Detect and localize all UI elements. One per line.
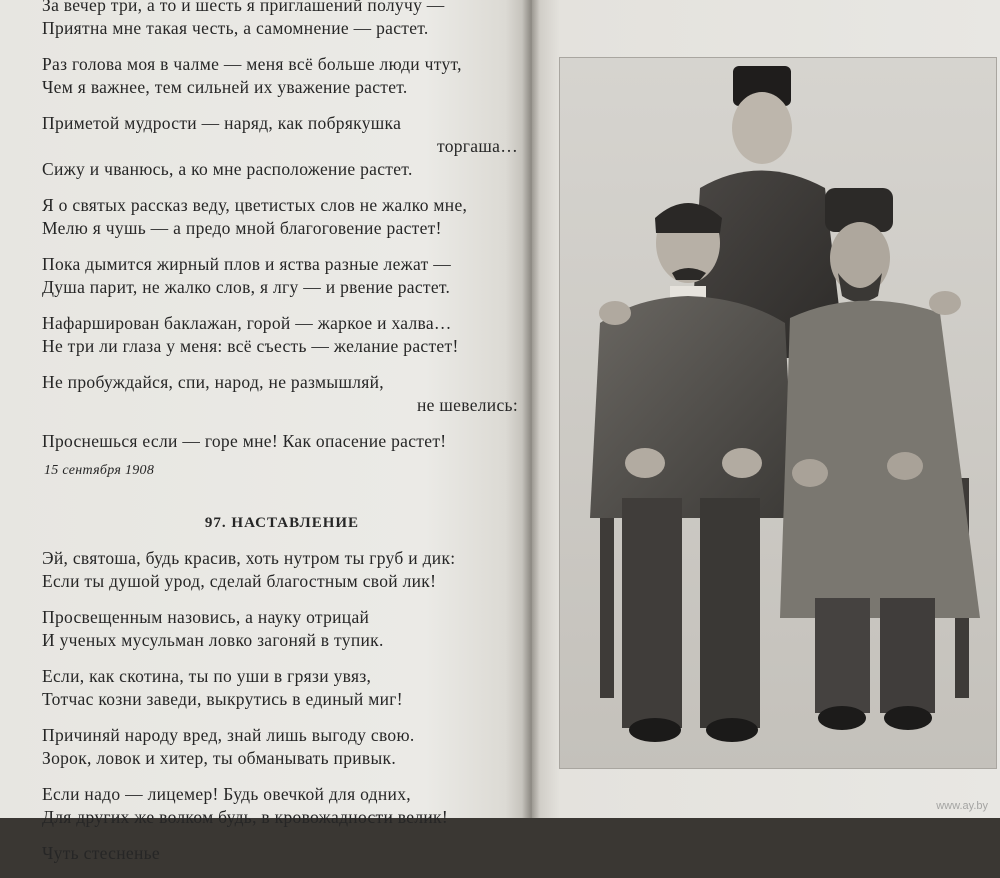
poem1-stanza-7 <box>42 371 522 417</box>
poem2-stanza-6 <box>42 842 522 865</box>
poem-line: Мелю я чушь — а предо мной благоговение растет! <box>42 218 442 238</box>
poem1-stanza-8 <box>42 430 522 453</box>
poem1-stanza-6 <box>42 312 522 358</box>
poem2-stanza-5 <box>42 783 522 829</box>
poem-line: Приметой мудрости — наряд, как побрякушка <box>42 113 402 133</box>
poem-line: Не пробуждайся, спи, народ, не размышляй, <box>42 372 384 392</box>
poem-line: Душа парит, не жалко слов, я лгу — и рвение растет. <box>42 277 451 297</box>
poem-title: 97. НАСТАВЛЕНИЕ <box>204 515 360 531</box>
portrait-photo <box>560 58 996 768</box>
poem1-stanza-3 <box>42 112 522 181</box>
poem-line: Если, как скотина, ты по уши в грязи увяз, <box>42 666 372 686</box>
text-column <box>42 0 522 878</box>
three-men-portrait-image <box>560 58 996 768</box>
poem1-stanza-5 <box>42 253 522 299</box>
poem-line: Если ты душой урод, сделай благостным свой лик! <box>42 571 437 591</box>
poem-line: Проснешься если — горе мне! Как опасение растет! <box>42 431 447 451</box>
poem-line: Причиняй народу вред, знай лишь выгоду свою. <box>42 725 415 745</box>
poem-line: Просвещенным назовись, а науку отрицай <box>42 607 370 627</box>
poem-line: Не три ли глаза у меня: всё съесть — желание растет! <box>42 336 459 356</box>
poem2-stanza-4 <box>42 724 522 770</box>
poem1-stanza-1 <box>42 0 522 40</box>
poem-line: Эй, святоша, будь красив, хоть нутром ты груб и дик: <box>42 548 456 568</box>
poem-line: Зорок, ловок и хитер, ты обманывать привык. <box>42 748 397 768</box>
poem-line: За вечер три, а то и шесть я приглашений получу — <box>42 0 445 15</box>
poem-line: Пока дымится жирный плов и яства разные лежат — <box>42 254 452 274</box>
poem-line: Приятна мне такая честь, а самомнение — растет. <box>42 18 429 38</box>
poem-line: Сижу и чванюсь, а ко мне расположение растет. <box>42 159 413 179</box>
poem-line: Я о святых рассказ веду, цветистых слов не жалко мне, <box>42 195 468 215</box>
poem-line: Нафарширован баклажан, горой — жаркое и халва… <box>42 313 452 333</box>
poem2-stanza-3 <box>42 665 522 711</box>
poem2-stanza-1 <box>42 547 522 593</box>
poem-line: Чуть стесненье <box>42 843 160 863</box>
poem-line: Если надо — лицемер! Будь овечкой для одних, <box>42 784 411 804</box>
poem-line: торгаша… <box>436 136 518 156</box>
poem-line: И ученых мусульман ловко загоняй в тупик. <box>42 630 384 650</box>
poem-line: Для других же волком будь, в кровожадности велик! <box>42 807 448 827</box>
poem-line: не шевелись: <box>417 395 518 415</box>
poem1-stanza-2 <box>42 53 522 99</box>
poem-line: Чем я важнее, тем сильней их уважение растет. <box>42 77 408 97</box>
watermark: www.ay.by <box>936 800 988 812</box>
poem2-stanza-2 <box>42 606 522 652</box>
poem-line: Тотчас козни заведи, выкрутись в единый миг! <box>42 689 403 709</box>
book-gutter <box>522 0 540 818</box>
poem-line: Раз голова моя в чалме — меня всё больше люди чтут, <box>42 54 462 74</box>
poem-date: 15 сентября 1908 <box>44 463 155 478</box>
poem1-stanza-4 <box>42 194 522 240</box>
